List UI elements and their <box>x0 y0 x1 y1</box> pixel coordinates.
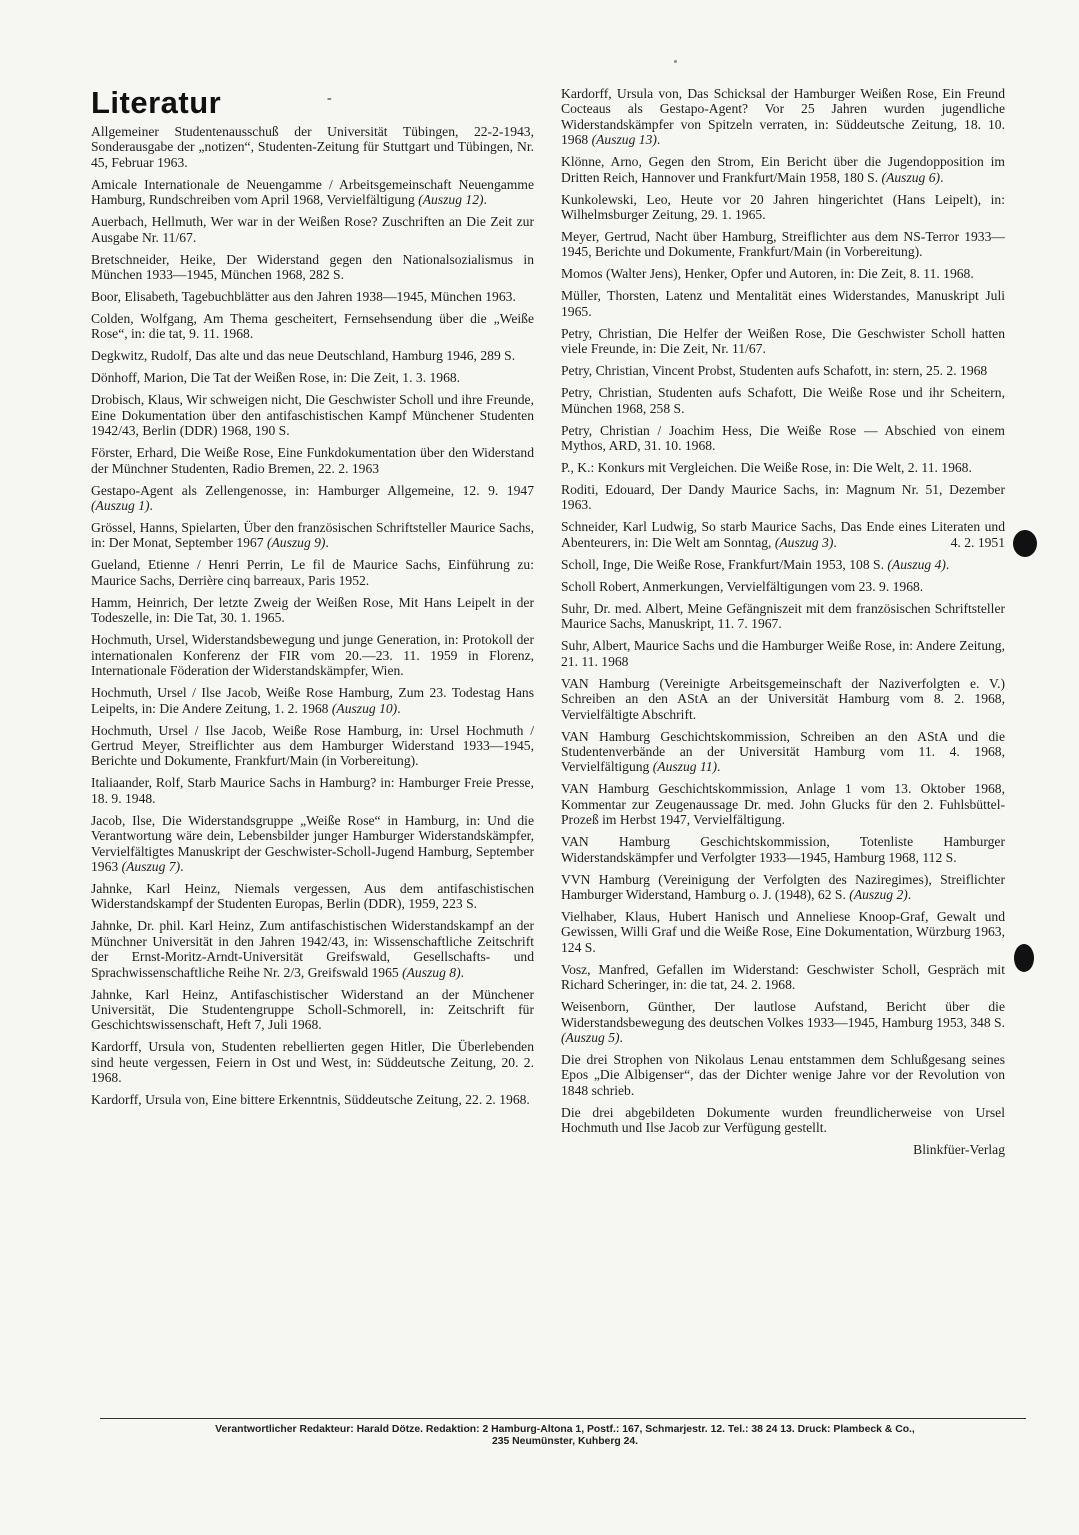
bibliography-entry: Italiaander, Rolf, Starb Maurice Sachs in Hamburg? in: Hamburger Freie Presse, 18. 9. 1948. <box>91 775 534 806</box>
publisher-name: Blinkfüer-Verlag <box>913 1142 1005 1158</box>
excerpt-reference: (Auszug 9) <box>266 535 326 551</box>
stray-dash: - <box>327 91 332 106</box>
bibliography-entry: Kardorff, Ursula von, Studenten rebellierten gegen Hitler, Die Überlebenden sind heute vergessen, Feiern in Ost und West, in: Süddeutsche Zeitung, 20. 2. 1968. <box>91 1039 534 1086</box>
bibliography-entry: Hamm, Heinrich, Der letzte Zweig der Weißen Rose, Mit Hans Leipelt in der Todeszelle, in: Die Tat, 30. 1. 1965. <box>91 594 534 626</box>
bibliography-entry: Die drei abgebildeten Dokumente wurden freundlicherweise von Ursel Hochmuth und Ilse Jacob zur Verfügung gestellt. <box>561 1104 1005 1136</box>
bibliography-entry: VAN Hamburg (Vereinigte Arbeitsgemeinschaft der Naziverfolgten e. V.) Schreiben an den AStA an der Universität Hamburg vom 8. 2. 1968, Vervielfältigte Abschrift. <box>561 675 1005 722</box>
bibliography-entry: Klönne, Arno, Gegen den Strom, Ein Bericht über die Jugendopposition im Dritten Reich, Hannover und Frankfurt/Main 1958, 180 S. (Auszug 6). <box>561 154 1005 185</box>
bibliography-entry: Gestapo-Agent als Zellengenosse, in: Hamburger Allgemeine, 12. 9. 1947 (Auszug 1). <box>91 482 534 514</box>
bibliography-entry: Scholl Robert, Anmerkungen, Vervielfältigungen vom 23. 9. 1968. <box>561 578 924 594</box>
excerpt-reference: (Auszug 4) <box>887 556 946 572</box>
bibliography-entry: Bretschneider, Heike, Der Widerstand gegen den Nationalsozialismus in München 1933—1945, München 1968, 282 S. <box>91 251 534 283</box>
excerpt-reference: (Auszug 12) <box>418 192 484 208</box>
bibliography-entry: Förster, Erhard, Die Weiße Rose, Eine Funkdokumentation über den Widerstand der Münchner Studenten, Radio Bremen, 22. 2. 1963 <box>91 445 534 476</box>
bibliography-entry: Vielhaber, Klaus, Hubert Hanisch und Anneliese Knoop-Graf, Gewalt und Gewissen, Willi Graf und die Weiße Rose, Eine Dokumentation, Würzburg 1963, 124 S. <box>561 908 1005 955</box>
bibliography-entry: Grössel, Hanns, Spielarten, Über den französischen Schriftsteller Maurice Sachs, in: Der Monat, September 1967 (Auszug 9). <box>91 520 534 551</box>
bibliography-list-right <box>561 86 1005 1136</box>
bibliography-list-left <box>91 124 534 1108</box>
bibliography-entry: Jacob, Ilse, Die Widerstandsgruppe „Weiße Rose“ in Hamburg, in: Und die Verantwortung wäre dein, Lebensbilder junger Hamburger Widerstandskämpfer, Vervielfältigtes Manuskript der Geschwister-Scholl-Jugend Hamburg, September 1963 (Auszug 7). <box>91 812 534 874</box>
bibliography-entry: Hochmuth, Ursel / Ilse Jacob, Weiße Rose Hamburg, Zum 23. Todestag Hans Leipelts, in: Die Andere Zeitung, 1. 2. 1968 (Auszug 10). <box>91 685 534 716</box>
bibliography-entry: P., K.: Konkurs mit Vergleichen. Die Weiße Rose, in: Die Welt, 2. 11. 1968. <box>561 460 972 476</box>
bibliography-entry: Schneider, Karl Ludwig, So starb Maurice Sachs, Das Ende eines Literaten und Abenteurers, in: Die Welt am Sonntag, (Auszug 3). 4. 2. 1951 <box>561 519 1005 550</box>
bibliography-entry: Die drei Strophen von Nikolaus Lenau entstammen dem Schlußgesang seines Epos „Die Albigenser“, das der Dichter wenige Jahre vor der Revolution von 1848 schrieb. <box>561 1051 1005 1098</box>
bibliography-entry: Drobisch, Klaus, Wir schweigen nicht, Die Geschwister Scholl und ihre Freunde, Eine Dokumentation über den antifaschistischen Kampf Münchener Studenten 1942/43, Berlin (DDR) 1968, 190 S. <box>91 392 534 439</box>
bibliography-entry: Allgemeiner Studentenausschuß der Universität Tübingen, 22-2-1943, Sonderausgabe der „notizen“, Studenten-Zeitung für Stuttgart und Tübingen, Nr. 45, Februar 1963. <box>91 124 534 170</box>
bibliography-entry: Momos (Walter Jens), Henker, Opfer und Autoren, in: Die Zeit, 8. 11. 1968. <box>561 266 974 282</box>
bibliography-entry: Petry, Christian / Joachim Hess, Die Weiße Rose — Abschied von einem Mythos, ARD, 31. 10. 1968. <box>561 422 1005 454</box>
bibliography-entry: Colden, Wolfgang, Am Thema gescheitert, Fernsehsendung über die „Weiße Rose“, in: die tat, 9. 11. 1968. <box>91 311 534 342</box>
bibliography-entry: Hochmuth, Ursel, Widerstandsbewegung und junge Generation, in: Protokoll der internationalen Konferenz der FIR vom 20.—23. 11. 1959 in Florenz, Internationale Föderation der Widerstandskämpfer, Wien. <box>91 632 534 679</box>
bibliography-entry: Gueland, Etienne / Henri Perrin, Le fil de Maurice Sachs, Einführung zu: Maurice Sachs, Derrière cinq barreaux, Paris 1952. <box>91 557 534 588</box>
bibliography-entry: Weisenborn, Günther, Der lautlose Aufstand, Bericht über die Widerstandsbewegung des deutschen Volkes 1933—1945, Hamburg 1953, 348 S. (Auszug 5). <box>561 999 1005 1045</box>
entry-date: 4. 2. 1951 <box>950 534 1005 550</box>
ink-blot <box>1014 944 1034 972</box>
bibliography-entry: Hochmuth, Ursel / Ilse Jacob, Weiße Rose Hamburg, in: Ursel Hochmuth / Gertrud Meyer, Streiflichter aus dem Hamburger Widerstand 1933—1945, Berichte und Dokumente, Frankfurt/Main (in Vorbereitung). <box>91 722 534 769</box>
imprint-line: Verantwortlicher Redakteur: Harald Dötze. Redaktion: 2 Hamburg-Altona 1, Postf.: 167, Schmarjestr. 12. Tel.: 38 24 13. Druck: Plambeck & Co., <box>215 1424 915 1435</box>
bibliography-entry: Meyer, Gertrud, Nacht über Hamburg, Streiflichter aus dem NS-Terror 1933—1945, Berichte und Dokumente, Frankfurt/Main (in Vorbereitung). <box>561 229 1005 260</box>
excerpt-reference: (Auszug 2) <box>849 886 908 902</box>
excerpt-reference: (Auszug 1) <box>91 498 150 514</box>
bibliography-entry: Dönhoff, Marion, Die Tat der Weißen Rose, in: Die Zeit, 1. 3. 1968. <box>91 370 461 386</box>
bibliography-entry: Petry, Christian, Studenten aufs Schafott, Die Weiße Rose und ihr Scheitern, München 1968, 258 S. <box>561 385 1005 416</box>
bibliography-entry: Kunkolewski, Leo, Heute vor 20 Jahren hingerichtet (Hans Leipelt), in: Wilhelmsburger Zeitung, 29. 1. 1965. <box>561 191 1005 223</box>
bibliography-entry: Degkwitz, Rudolf, Das alte und das neue Deutschland, Hamburg 1946, 289 S. <box>91 348 516 364</box>
page-title: Literatur <box>91 85 222 120</box>
excerpt-reference: (Auszug 13) <box>591 132 657 148</box>
bibliography-entry: VAN Hamburg Geschichtskommission, Totenliste Hamburger Widerstandskämpfer und Verfolgter 1933—1945, Hamburg 1968, 112 S. <box>561 834 1005 865</box>
bibliography-entry: Vosz, Manfred, Gefallen im Widerstand: Geschwister Scholl, Gespräch mit Richard Scheringer, in: die tat, 24. 2. 1968. <box>561 961 1005 993</box>
excerpt-reference: (Auszug 8) <box>402 964 461 980</box>
excerpt-reference: (Auszug 10) <box>331 700 398 716</box>
excerpt-reference: (Auszug 7) <box>121 858 181 874</box>
bibliography-entry: Roditi, Edouard, Der Dandy Maurice Sachs, in: Magnum Nr. 51, Dezember 1963. <box>561 482 1005 513</box>
left-column <box>91 86 534 1114</box>
excerpt-reference: (Auszug 11) <box>652 759 718 775</box>
ink-blot <box>1013 530 1037 557</box>
bibliography-entry: Amicale Internationale de Neuengamme / Arbeitsgemeinschaft Neuengamme Hamburg, Rundschreiben vom April 1968, Vervielfältigung (Auszug 12). <box>91 176 534 208</box>
imprint-footer <box>100 1424 1030 1448</box>
excerpt-reference: (Auszug 6) <box>881 169 941 185</box>
bibliography-entry: Petry, Christian, Die Helfer der Weißen Rose, Die Geschwister Scholl hatten viele Freunde, in: Die Zeit, Nr. 11/67. <box>561 325 1005 357</box>
bibliography-entry: Scholl, Inge, Die Weiße Rose, Frankfurt/Main 1953, 108 S. (Auszug 4). <box>561 556 950 572</box>
excerpt-reference: (Auszug 3) <box>774 534 834 550</box>
bibliography-entry: Müller, Thorsten, Latenz und Mentalität eines Widerstandes, Manuskript Juli 1965. <box>561 288 1005 319</box>
bibliography-entry: Jahnke, Karl Heinz, Niemals vergessen, Aus dem antifaschistischen Widerstandskampf der Studenten Europas, Berlin (DDR), 1959, 223 S. <box>91 880 534 912</box>
ink-speck <box>674 60 677 63</box>
bibliography-entry: VAN Hamburg Geschichtskommission, Schreiben an den AStA und die Studentenverbände an der Universität Hamburg vom 11. 4. 1968, Vervielfältigung (Auszug 11). <box>561 728 1005 775</box>
bibliography-entry: Suhr, Dr. med. Albert, Meine Gefängniszeit mit dem französischen Schriftsteller Maurice Sachs, Manuskript, 11. 7. 1967. <box>561 600 1005 632</box>
bibliography-entry: Jahnke, Dr. phil. Karl Heinz, Zum antifaschistischen Widerstandskampf an der Münchner Universität in den Jahren 1942/43, in: Wissenschaftliche Zeitschrift der Ernst-Moritz-Arndt-Universität Greifswald, Gesellschafts- und Sprachwissenschaftliche Reihe Nr. 2/3, Greifswald 1965 (Auszug 8). <box>91 918 534 980</box>
bibliography-entry: Boor, Elisabeth, Tagebuchblätter aus den Jahren 1938—1945, München 1963. <box>91 289 516 305</box>
bibliography-entry: VAN Hamburg Geschichtskommission, Anlage 1 vom 13. Oktober 1968, Kommentar zur Zeugenaussage Dr. med. John Glucks für den 2. Fuhlsbüttel-Prozeß im Herbst 1947, Vervielfältigung. <box>561 781 1005 828</box>
bibliography-entry: Auerbach, Hellmuth, Wer war in der Weißen Rose? Zuschriften an Die Zeit zur Ausgabe Nr. 11/67. <box>91 214 534 245</box>
bibliography-entry: Kardorff, Ursula von, Das Schicksal der Hamburger Weißen Rose, Ein Freund Cocteaus als Gestapo-Agent? Vor 25 Jahren wurden jugendliche Widerstandskämpfer von Spitzeln verraten, in: Süddeutsche Zeitung, 18. 10. 1968 (Auszug 13). <box>561 86 1005 148</box>
bibliography-entry: Kardorff, Ursula von, Eine bittere Erkenntnis, Süddeutsche Zeitung, 22. 2. 1968. <box>91 1092 530 1108</box>
bibliography-entry: VVN Hamburg (Vereinigung der Verfolgten des Naziregimes), Streiflichter Hamburger Widerstand, Hamburg o. J. (1948), 62 S. (Auszug 2). <box>561 871 1005 902</box>
imprint-line: 235 Neumünster, Kuhberg 24. <box>491 1436 639 1447</box>
excerpt-reference: (Auszug 5) <box>561 1029 620 1045</box>
bibliography-entry: Suhr, Albert, Maurice Sachs und die Hamburger Weiße Rose, in: Andere Zeitung, 21. 11. 1968 <box>561 638 1005 669</box>
bibliography-entry: Jahnke, Karl Heinz, Antifaschistischer Widerstand an der Münchener Universität, Die Studentengruppe Scholl-Schmorell, in: Zeitschrift für Geschichtswissenschaft, Heft 7, Juli 1968. <box>91 986 534 1033</box>
footer-divider <box>100 1418 1026 1419</box>
right-column <box>561 86 1005 1158</box>
bibliography-entry: Petry, Christian, Vincent Probst, Studenten aufs Schafott, in: stern, 25. 2. 1968 <box>561 363 988 379</box>
